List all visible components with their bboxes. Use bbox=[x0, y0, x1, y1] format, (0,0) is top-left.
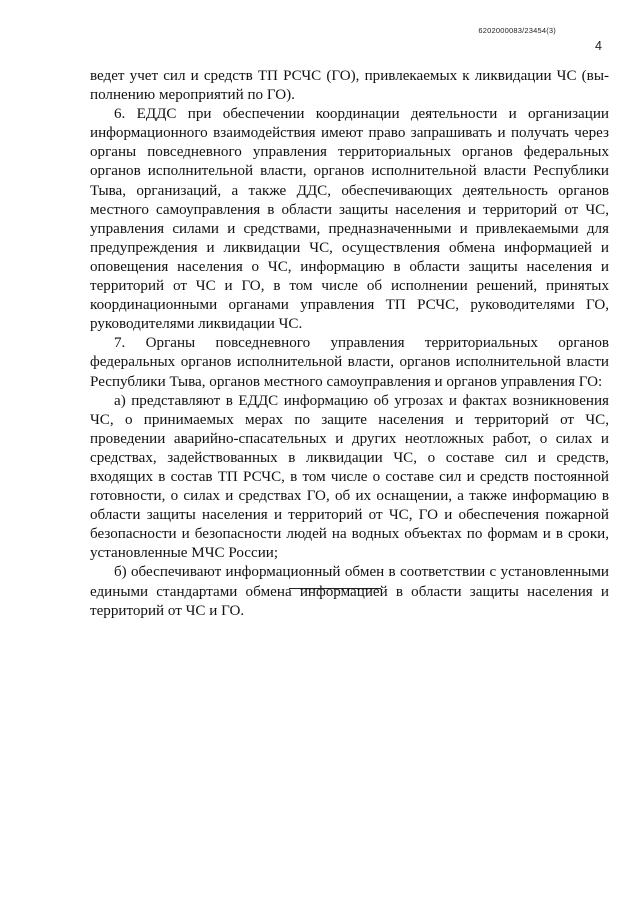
paragraph-continued: ведет учет сил и средств ТП РСЧС (ГО), привлекаемых к ликвидации ЧС (выполнению мероприятий по ГО). bbox=[90, 68, 609, 104]
paragraph-item-7: 7. Органы повседневного управления территориальных органов федеральных органов исполнительной власти, органов исполнительной власти Республики Тыва, органов местного самоуправления и органов управления ГО: bbox=[90, 335, 609, 390]
paragraph-subitem-a: а) представляют в ЕДДС информацию об угрозах и фактах возникновения ЧС, о принимаемых мерах по защите населения и территорий от ЧС, проведении аварийно-спасательных и других неотложных работ, о силах и средствах, задействованных в ликвидации ЧС, о составе сил и средств, входящих в состав ТП РСЧС, в том числе о составе сил и средств постоянной готовности, о силах и средствах ГО, об их оснащении, а также информацию в области защиты населения и территорий от ЧС, ГО и обеспечения пожарной безопасности и безопасности людей на водных объектах по формам и в сроки, установленные МЧС России; bbox=[90, 392, 609, 562]
end-separator-line bbox=[289, 588, 381, 589]
paragraph-subitem-b: б) обеспечивают информационный обмен в соответствии с установленными едиными стандартами обмена информацией в области защиты населения и территорий от ЧС и ГО. bbox=[90, 564, 609, 619]
paragraph-item-6: 6. ЕДДС при обеспечении координации деятельности и организации информационного взаимодействия имеют право запрашивать и получать через органы повседневного управления территориальных органов федеральных органов исполнительной власти, органов исполнительной власти Республики Тыва, организаций, а также ДДС, обеспечивающих деятельность органов местного самоуправления в области защиты населения и территорий от ЧС, управления силами и средствами, предназначенными и привлекаемыми для предупреждения и ликвидации ЧС, осуществления обмена информацией и оповещения населения о ЧС, информацию в области защиты населения и территорий от ЧС и ГО, в том числе об исполнении решений, принятых координационными органами управления ТП РСЧС, руководителями ГО, руководителями ликвидации ЧС. bbox=[90, 106, 609, 333]
document-body bbox=[90, 67, 609, 621]
page-number: 4 bbox=[595, 39, 602, 53]
document-id: 6202000083/23454(3) bbox=[478, 26, 556, 35]
